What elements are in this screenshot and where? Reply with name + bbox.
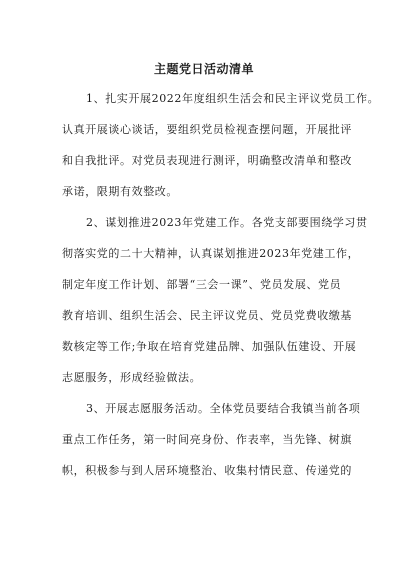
paragraph-1-line-4: 承诺，限期有效整改。 [62, 185, 178, 198]
paragraph-2-line-5: 数核定等工作;争取在培育党建品牌、加强队伍建设、开展 [62, 340, 357, 353]
paragraph-2-line-3: 制定年度工作计划、部署“三会一课”、党员发展、党员 [62, 278, 342, 291]
paragraph-3-line-3: 帜，积极参与到人居环境整治、收集村情民意、传递党的 [62, 464, 352, 477]
paragraph-2-line-4: 教育培训、组织生活会、民主评议党员、党员党费收缴基 [62, 309, 352, 322]
paragraph-2-line-2: 彻落实党的二十大精神，认真谋划推进2023年党建工作， [62, 247, 360, 260]
paragraph-1-line-1: 1、扎实开展2022年度组织生活会和民主评议党员工作。 [86, 92, 380, 105]
paragraph-1-line-2: 认真开展谈心谈话，要组织党员检视查摆问题，开展批评 [62, 123, 352, 136]
paragraph-1-line-3: 和自我批评。对党员表现进行测评，明确整改清单和整改 [62, 154, 352, 167]
paragraph-3-line-1: 3、开展志愿服务活动。全体党员要结合我镇当前各项 [86, 402, 361, 415]
paragraph-3-line-2: 重点工作任务，第一时间亮身份、作表率，当先锋、树旗 [62, 433, 352, 446]
paragraph-2-line-1: 2、谋划推进2023年党建工作。各党支部要围绕学习贯 [86, 216, 368, 229]
document-title: 主题党日活动清单 [153, 62, 254, 76]
paragraph-2-line-6: 志愿服务，形成经验做法。 [62, 371, 202, 384]
